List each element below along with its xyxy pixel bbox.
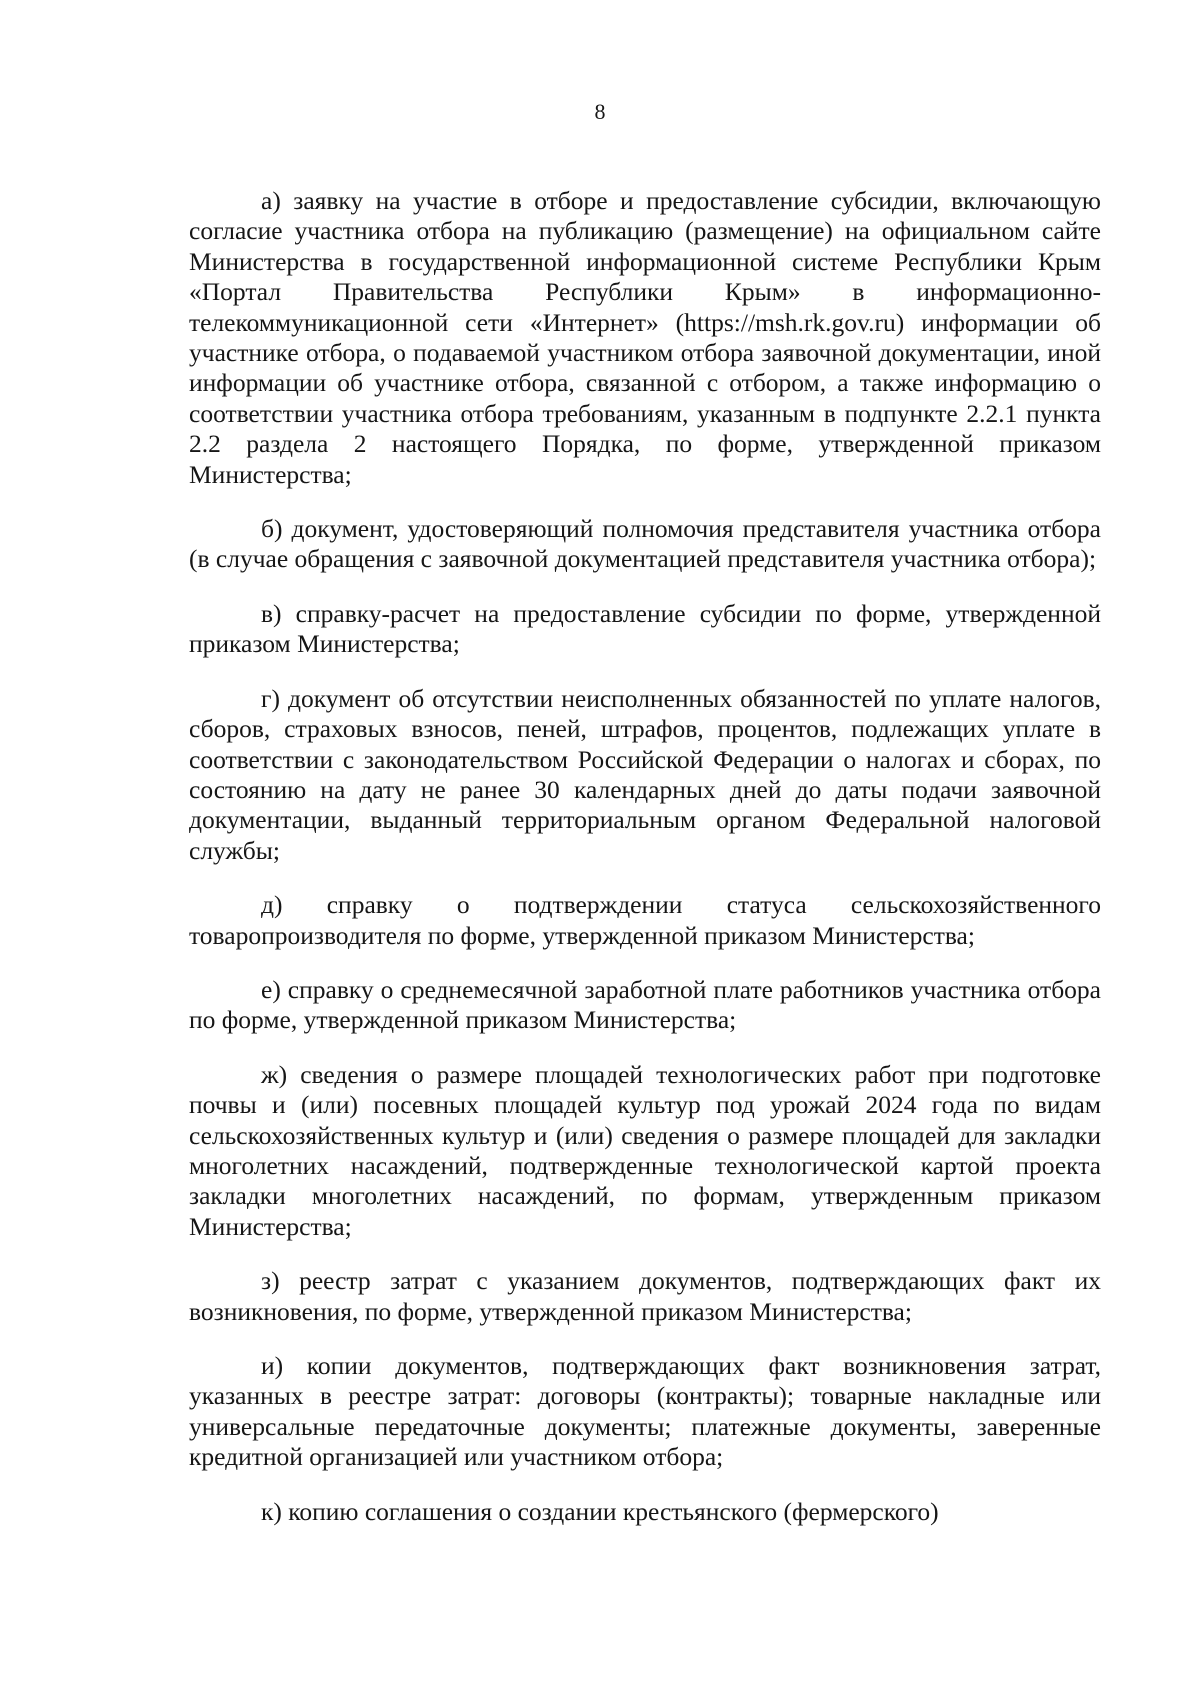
- page-number: 8: [594, 99, 606, 124]
- paragraph-k: к) копию соглашения о создании крестьянского (фермерского): [261, 1496, 939, 1526]
- paragraph-b: б) документ, удостоверяющий полномочия представителя участника отбора (в случае обращения с заявочной документацией представителя участника отбора);: [189, 514, 1101, 574]
- paragraph-v: в) справку-расчет на предоставление субсидии по форме, утвержденной приказом Министерства;: [189, 598, 1101, 659]
- paragraph-z: з) реестр затрат с указанием документов, подтверждающих факт их возникновения, по форме, утвержденной приказом Министерства;: [189, 1266, 1101, 1326]
- paragraph-g: г) документ об отсутствии неисполненных обязанностей по уплате налогов, сборов, страховых взносов, пеней, штрафов, процентов, подлежащих уплате в соответствии с законодательством Российской Федерации о налогах и сборах, по состоянию на дату не ранее 30 календарных дней до даты подачи заявочной документации, выданный территориальным органом Федеральной налоговой службы;: [189, 683, 1101, 865]
- paragraph-d: д) справку о подтверждении статуса сельскохозяйственного товаропроизводителя по форме, утвержденной приказом Министерства;: [189, 890, 1101, 950]
- paragraph-e: е) справку о среднемесячной заработной плате работников участника отбора по форме, утвержденной приказом Министерства;: [189, 974, 1101, 1035]
- paragraph-zh: ж) сведения о размере площадей технологических работ при подготовке почвы и (или) посевных площадей культур под урожай 2024 года по видам сельскохозяйственных культур и (или) сведения о размере площадей для закладки многолетних насаждений, подтвержденные технологической картой проекта закладки многолетних насаждений, по формам, утвержденным приказом Министерства;: [189, 1059, 1101, 1241]
- paragraph-a: а) заявку на участие в отборе и предоставление субсидии, включающую согласие участника отбора на публикацию (размещение) на официальном сайте Министерства в государственной информационной системе Республики Крым «Портал Правительства Республики Крым» в информационно-телекоммуникационной сети «Интернет» (https://msh.rk.gov.ru) информации об участнике отбора, о подаваемой участником отбора заявочной документации, иной информации об участнике отбора, связанной с отбором, а также информацию о соответствии участника отбора требованиям, указанным в подпункте 2.2.1 пункта 2.2 раздела 2 настоящего Порядка, по форме, утвержденной приказом Министерства;: [189, 186, 1101, 489]
- document-body: [189, 186, 1101, 1527]
- paragraph-i: и) копии документов, подтверждающих факт возникновения затрат, указанных в реестре затрат: договоры (контракты); товарные накладные или универсальные передаточные документы; платежные документы, заверенные кредитной организацией или участником отбора;: [189, 1351, 1101, 1472]
